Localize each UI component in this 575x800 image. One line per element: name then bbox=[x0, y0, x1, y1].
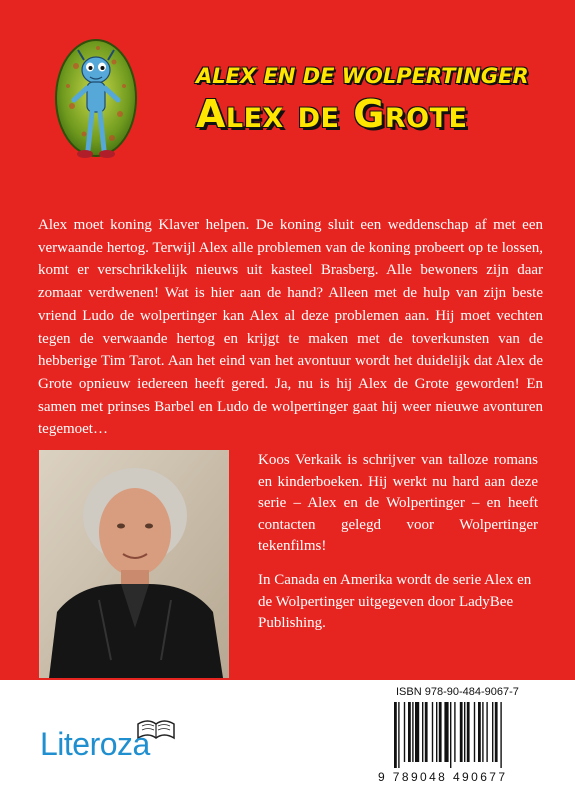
isbn-label: ISBN 978-90-484-9067-7 bbox=[396, 686, 519, 698]
publisher-logo bbox=[40, 716, 200, 766]
publisher-name: Literoza bbox=[40, 726, 150, 762]
footer-strip bbox=[0, 680, 575, 800]
wolpertinger-mascot-illustration bbox=[54, 26, 138, 174]
series-title: ALEX EN DE WOLPERTINGER bbox=[196, 64, 529, 88]
publishing-note: In Canada en Amerika wordt de serie Alex en de Wolpertinger uitgegeven door LadyBee Publishing. bbox=[258, 572, 532, 631]
book-blurb: Alex moet koning Klaver helpen. De koning sluit een weddenschap af met een verwaande hertog. Terwijl Alex alle problemen van de koning probeert op te lossen, komt er verschrikkelijk nieuws uit kasteel Brasberg. Alle bewoners zijn daar zomaar verdwenen! Wat is hier aan de hand? Alleen met de hulp van zijn beste vriend Ludo de wolpertinger kan Alex al deze problemen aan. Hij moet vechten tegen de verwaande hertog en krijgt te maken met de toverkunsten van de hebberige Tim Tarot. Aan het eind van het avontuur wordt het duidelijk dat Alex de Grote opnieuw iedereen heeft gered. Ja, nu is hij Alex de Grote geworden! En samen met prinses Barbel en Ludo de wolpertinger gaat hij weer nieuwe avonturen tegemoet… bbox=[38, 217, 543, 438]
author-photo bbox=[39, 450, 229, 678]
ean-number: 9 789048 490677 bbox=[378, 770, 508, 784]
book-title: Alex de Grote bbox=[196, 92, 468, 136]
barcode-graphic bbox=[392, 702, 542, 768]
author-bio: Koos Verkaik is schrijver van talloze romans en kinderboeken. Hij werkt nu hard aan deze serie – Alex en de Wolpertinger – en heeft contacten gelegd voor Wolpertinger tekenfilms! bbox=[258, 452, 538, 554]
barcode-area bbox=[378, 686, 546, 786]
